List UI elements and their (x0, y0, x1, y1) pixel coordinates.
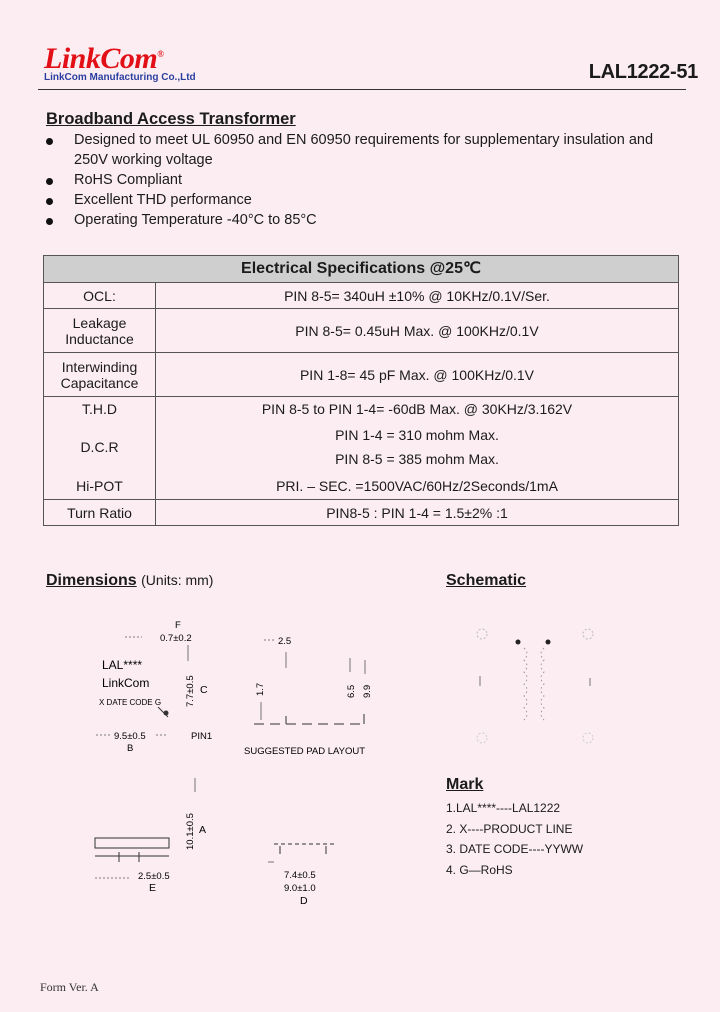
pin-circle-icon (477, 629, 487, 639)
electrical-spec-table (43, 255, 679, 526)
spec-value: PIN 8-5= 0.45uH Max. @ 100KHz/0.1V (156, 309, 679, 353)
spec-value: PIN 1-4 = 310 mohm Max. PIN 8-5 = 385 mohm Max. (156, 421, 679, 473)
dim-value-F: 0.7±0.2 (160, 633, 192, 644)
end-view-drawing (260, 832, 360, 908)
product-title: Broadband Access Transformer (46, 110, 296, 128)
logo-text: LinkCom (44, 42, 158, 75)
bullet-icon (46, 218, 53, 225)
dim-label-D: D (300, 895, 308, 907)
schematic-heading: Schematic (446, 572, 527, 589)
dim-label-E: E (149, 882, 157, 894)
spec-table-title: Electrical Specifications @25℃ (44, 256, 679, 283)
spec-label: Turn Ratio (44, 500, 156, 526)
pad-height-1-value: 1.7 (255, 682, 266, 696)
schematic-drawing (460, 620, 610, 750)
dim-label-C: C (200, 684, 208, 696)
pad-layout-caption: SUGGESTED PAD LAYOUT (244, 746, 366, 757)
mark-list (446, 798, 583, 880)
header-divider (38, 89, 686, 90)
company-logo (44, 42, 163, 76)
bullet-icon (46, 178, 53, 185)
mark-text-line1: LAL**** (102, 658, 143, 672)
dimensions-heading: Dimensions (Units: mm) (46, 572, 214, 589)
mark-text-line2: LinkCom (102, 676, 150, 690)
component-body-outline (95, 838, 169, 848)
feature-item: Designed to meet UL 60950 and EN 60950 requirements for supplementary insulation and 250V working voltage (46, 131, 676, 170)
polarity-dot-icon (516, 640, 521, 645)
dim-value-B: 9.5±0.5 (114, 731, 146, 742)
mark-text-line3: X DATE CODE G (99, 698, 162, 707)
polarity-dot-icon (546, 640, 551, 645)
spec-label: Interwinding Capacitance (44, 353, 156, 397)
pin-circle-icon (583, 733, 593, 743)
dim-value-E: 2.5±0.5 (138, 871, 170, 882)
bullet-icon (46, 138, 53, 145)
dim-value-d1: 7.4±0.5 (284, 870, 316, 881)
dim-value-A: 10.1±0.5 (185, 813, 196, 850)
spec-label: OCL: (44, 283, 156, 309)
primary-winding (524, 648, 527, 720)
spec-label: Leakage Inductance (44, 309, 156, 353)
spec-value: PRI. – SEC. =1500VAC/60Hz/2Seconds/1mA (156, 473, 679, 500)
form-version: Form Ver. A (40, 980, 99, 994)
secondary-winding (541, 648, 544, 720)
mark-item: 2. X----PRODUCT LINE (446, 821, 573, 836)
top-view-drawing (90, 615, 230, 755)
spec-label-group: T.H.D D.C.R Hi-POT (44, 397, 156, 500)
part-number: LAL1222-51 (588, 61, 698, 83)
spec-value: PIN 8-5= 340uH ±10% @ 10KHz/0.1V/Ser. (156, 283, 679, 309)
bullet-icon (46, 198, 53, 205)
dim-label-F: F (175, 620, 181, 631)
pin1-label: PIN1 (191, 731, 213, 742)
spec-value: PIN 1-8= 45 pF Max. @ 100KHz/0.1V (156, 353, 679, 397)
pin-circle-icon (583, 629, 593, 639)
feature-list (46, 131, 676, 231)
mark-item: 4. G—RoHS (446, 862, 513, 877)
feature-item: Excellent THD performance (46, 191, 676, 211)
pin1-dot (164, 711, 169, 716)
mark-heading: Mark (446, 776, 484, 793)
spec-value: PIN 8-5 to PIN 1-4= -60dB Max. @ 30KHz/3.162V (156, 397, 679, 422)
pad-height-2-value: 6.5 (346, 684, 357, 698)
pad-layout-drawing (240, 628, 400, 760)
pin-circle-icon (477, 733, 487, 743)
dim-label-B: B (127, 743, 134, 754)
dim-label-A: A (199, 824, 207, 836)
feature-item: Operating Temperature -40°C to 85°C (46, 211, 676, 231)
pad-height-3-value: 9.9 (362, 684, 373, 698)
registered-mark: ® (157, 49, 164, 59)
company-name: LinkCom Manufacturing Co.,Ltd (44, 72, 196, 83)
mark-item: 1.LAL****----LAL1222 (446, 801, 561, 815)
spec-value: PIN8-5 : PIN 1-4 = 1.5±2% :1 (156, 500, 679, 526)
feature-item: RoHS Compliant (46, 171, 676, 191)
dim-value-d2: 9.0±1.0 (284, 883, 316, 894)
mark-item: 3. DATE CODE----YYWW (446, 842, 584, 856)
dim-value-C: 7.7±0.5 (185, 675, 196, 707)
side-view-drawing (85, 778, 215, 898)
pad-width-value: 2.5 (278, 636, 292, 647)
